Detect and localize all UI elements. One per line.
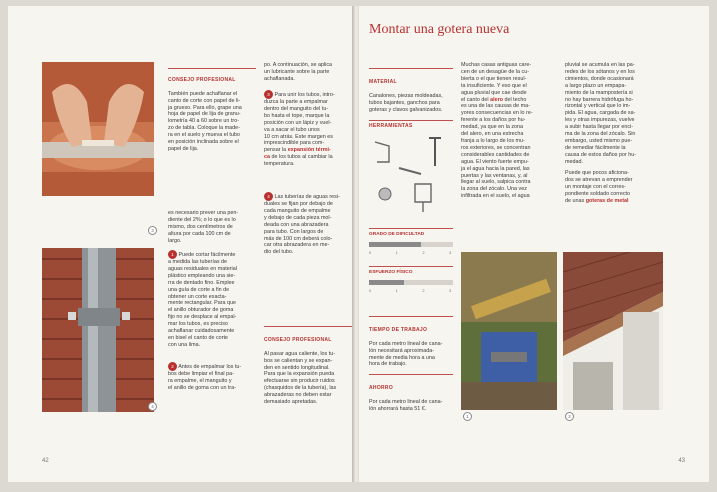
tip2-box <box>264 330 352 413</box>
material-divider <box>369 68 453 69</box>
step3-text: Para unir los tubos, intro- duzca la parte a empalmar dentro del manguito del tu- bo hasta el tope, marque la posición con un lápiz y vuel- va a sacar el tubo unos 10 cm atrás. Este margen es imprescindible para com- pensar la <box>264 92 335 154</box>
column-a-tail: del techo es una de las causas de ma- yores consecuencias en lo re- ferente a los daños por hu- medad, ya que en la zona del alero, en una estrecha franja a lo largo de los mu- ros exteriores, se concentran considerables cantidades de agua. El viento fuerte empu- ja el agua hacia la pared, las puertas y las ventanas, y, al llegar al suelo, salpica contra la zona del zócalo. Una vez infiltrada en el suelo, el agua <box>461 96 533 200</box>
scale-label-0: 0 <box>369 288 372 293</box>
step3-tail: de los tubos al cambiar la temperatura. <box>264 154 333 168</box>
material-text: Canalones, piezas moldeadas, tubos bajantes, ganchos para goteras y clavos galvanizados. <box>369 92 443 113</box>
tools-illustration <box>371 132 455 216</box>
scale-label-3: 3 <box>449 250 452 255</box>
difficulty-scale-labels <box>369 250 453 256</box>
photo-hands-pipe <box>42 62 154 196</box>
material-box <box>369 72 453 120</box>
savings-divider <box>369 374 453 375</box>
step3-marker: 3 <box>264 90 273 99</box>
time-heading: TIEMPO DE TRABAJO <box>369 326 428 333</box>
column2-top: po. A continuación, se aplica un lubricante sobre la parte achaflanada. <box>264 62 333 82</box>
column-b2-text: Puede que pocos aficiona- dos se atrevan a emprender un montaje con el corres- pondiente soldado correcto de unas <box>565 170 633 204</box>
column-b2-bold: goteras de metal <box>585 197 629 204</box>
difficulty-level <box>369 242 421 247</box>
tip-body: También puede achaflanar el canto de corte con papel de li- ja grueso. Para ello, grape una hoja de papel de lija de granu- lometría 40 a 60 sobre un tro- zo de tabla. Coloque la made- ra en el suelo y mueva el tubo en posición inclinada sobre el papel de lija. <box>168 90 242 152</box>
photo-roof-gutter <box>563 252 663 410</box>
time-divider <box>369 316 453 317</box>
effort-divider <box>369 266 453 267</box>
figure-number-1: 1 <box>463 412 472 421</box>
tip-box <box>168 70 256 160</box>
step3-bold-term: expansión térmi- ca <box>264 147 331 161</box>
effort-scale <box>369 280 453 285</box>
step4-text: Las tuberías de aguas resi- duales se fijan por debajo de cada manguito de empalme y debajo de cada pieza mol- deada con una abrazadera para tubo. Con largos de más de 100 cm deberá colo- car otra abrazadera en me- dio del tubo. <box>264 194 340 256</box>
tip2-heading: CONSEJO PROFESIONAL <box>264 336 332 343</box>
right-page-number: 43 <box>678 458 685 464</box>
time-box <box>369 320 453 375</box>
tip-divider <box>168 68 256 69</box>
step2-marker: 2 <box>168 362 177 371</box>
tools-heading: HERRAMIENTAS <box>369 123 413 129</box>
difficulty-heading: GRADO DE DIFICULTAD <box>369 232 425 237</box>
step1-marker: 1 <box>168 250 177 259</box>
step4-marker: 4 <box>264 192 273 201</box>
column1-intro: es necesario prever una pen- diente del 2%; o lo que es lo mismo, dos centímetros de altura por cada 100 cm de largo. <box>168 210 239 244</box>
column-a-text: Muchas casas antiguas care- cen de un desagüe de la cu- bierta o el que tienen resul- ta insuficiente. Y eso que el agua pluvial que cae desde el canto del <box>461 62 532 103</box>
difficulty-scale <box>369 242 453 247</box>
column-b2 <box>565 170 665 205</box>
savings-heading: AHORRO <box>369 384 394 391</box>
right-page <box>359 6 709 482</box>
time-text: Por cada metro lineal de cana- lón necesitará aproximada- mente de media hora a una hora de trabajo. <box>369 340 443 368</box>
savings-box <box>369 378 453 419</box>
step2-paragraph <box>168 362 260 392</box>
scale-label-0: 0 <box>369 250 372 255</box>
column-b: pluvial se acumula en las pa- redes de los sótanos y en los cimientos, donde ocasionará a largo plazo un empapa- miento de la mampostería si no hay barrera hidrófuga ho- rizontal y vertical que lo im- pida. El agua, cargada de sa- les y otras impurezas, vuelve a subir hasta llegar por enci- ma de la zona del zócalo. Sin embargo, usted mismo pue- de remediar fácilmente la causa de estos daños por hu- medad. <box>565 62 637 165</box>
tip2-divider <box>264 326 352 327</box>
column-a-bold: alero <box>490 96 503 103</box>
column-a <box>461 62 559 200</box>
step3-paragraph <box>264 90 352 168</box>
step4-paragraph <box>264 192 352 256</box>
effort-scale-labels <box>369 288 453 294</box>
page-title: Montar una gotera nueva <box>369 22 510 37</box>
figure-number-4: 4 <box>148 402 157 411</box>
effort-level <box>369 280 404 285</box>
tip2-body: Al pasar agua caliente, los tu- bos se calientan y se expan- den en sentido longitudinal. Para que la expansión pueda efectuarse sin producir ruidos (chasquidos de la tubería), las abrazaderas no deben estar demasiado apretadas. <box>264 350 337 406</box>
tools-divider <box>369 120 453 121</box>
tip-heading: CONSEJO PROFESIONAL <box>168 76 236 83</box>
step1-paragraph <box>168 250 260 349</box>
scale-label-1: 1 <box>395 250 398 255</box>
scale-label-3: 3 <box>449 288 452 293</box>
savings-text: Por cada metro lineal de cana- lón ahorrará hasta 51 €. <box>369 398 443 412</box>
photo-vise-gutter <box>461 252 557 410</box>
material-heading: MATERIAL <box>369 78 397 85</box>
photo-grey-pipe <box>42 248 154 412</box>
left-page-number: 42 <box>42 458 49 464</box>
left-page <box>8 6 354 482</box>
step2-text: Antes de empalmar los tu- bos debe limpiar el final pa- ra empalme, el manguito y el anillo de goma con un tra- <box>168 364 242 391</box>
scale-label-2: 2 <box>422 288 425 293</box>
figure-number-2: 2 <box>565 412 574 421</box>
scale-label-1: 1 <box>395 288 398 293</box>
scale-label-2: 2 <box>422 250 425 255</box>
figure-number-3: 3 <box>148 226 157 235</box>
step1-text: Puede cortar fácilmente a medida las tuberías de aguas residuales en material plástico empleando una sie- rra de dentado fino. Emplee una guía de corte a fin de obtener un corte exacta- mente rectangular. Para que el anillo obturador de goma fijo no se desplace al empal- mar los tubos, es preciso achaflanar cuidadosamente en bisel el canto de corte con una lima. <box>168 252 237 348</box>
effort-heading: ESFUERZO FÍSICO <box>369 270 413 275</box>
difficulty-divider <box>369 228 453 229</box>
